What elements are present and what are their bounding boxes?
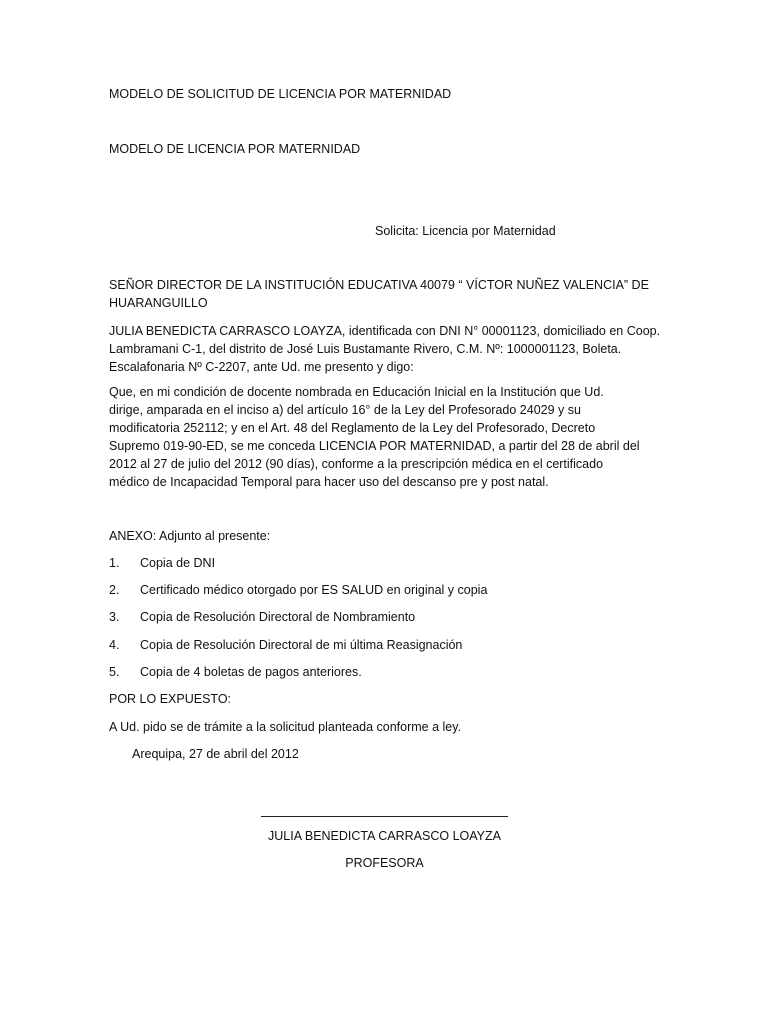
intro-paragraph [109, 322, 669, 376]
addressee-line: SEÑOR DIRECTOR DE LA INSTITUCIÓN EDUCATIVA 40079 “ VÍCTOR NUÑEZ VALENCIA” DE [109, 278, 649, 292]
document-subtitle: MODELO DE LICENCIA POR MATERNIDAD [109, 142, 361, 156]
signature-name: JULIA BENEDICTA CARRASCO LOAYZA [268, 829, 501, 843]
list-item-number: 5. [109, 665, 120, 679]
place-date: Arequipa, 27 de abril del 2012 [132, 747, 299, 761]
list-item: Copia de 4 boletas de pagos anteriores. [140, 665, 362, 679]
body-line: modificatoria 252112; y en el Art. 48 del Reglamento de la Ley del Profesorado, Decreto [109, 421, 596, 435]
list-item: Copia de Resolución Directoral de Nombramiento [140, 610, 416, 624]
body-line: 2012 al 27 de julio del 2012 (90 días), conforme a la prescripción médica en el certificado [109, 457, 604, 471]
body-line: Supremo 019-90-ED, se me conceda LICENCIA POR MATERNIDAD, a partir del 28 de abril del [109, 439, 640, 453]
intro-line: JULIA BENEDICTA CARRASCO LOAYZA, identificada con DNI N° 00001123, domiciliado en Coop. [109, 324, 661, 338]
list-item-number: 3. [109, 610, 120, 624]
por-lo-expuesto: POR LO EXPUESTO: [109, 692, 232, 706]
list-item: Copia de DNI [140, 556, 216, 570]
intro-line: Lambramani C-1, del distrito de José Luis Bustamante Rivero, C.M. Nº: 1000001123, Boleta. [109, 342, 622, 356]
intro-line: Escalafonaria Nº C-2207, ante Ud. me presento y digo: [109, 360, 414, 374]
annex-title: ANEXO: Adjunto al presente: [109, 529, 271, 543]
body-line: médico de Incapacidad Temporal para hacer uso del descanso pre y post natal. [109, 475, 549, 489]
signature-line [261, 816, 508, 817]
document-title: MODELO DE SOLICITUD DE LICENCIA POR MATERNIDAD [109, 87, 452, 101]
body-line: dirige, amparada en el inciso a) del artículo 16° de la Ley del Profesorado 24029 y su [109, 403, 581, 417]
list-item: Copia de Resolución Directoral de mi última Reasignación [140, 638, 463, 652]
list-item-number: 4. [109, 638, 120, 652]
list-item-number: 2. [109, 583, 120, 597]
request-line: A Ud. pido se de trámite a la solicitud planteada conforme a ley. [109, 720, 462, 734]
list-item-number: 1. [109, 556, 120, 570]
solicita-line: Solicita: Licencia por Maternidad [375, 224, 556, 238]
addressee-line: HUARANGUILLO [109, 296, 208, 310]
signature-role: PROFESORA [345, 856, 424, 870]
list-item: Certificado médico otorgado por ES SALUD en original y copia [140, 583, 488, 597]
body-line: Que, en mi condición de docente nombrada en Educación Inicial en la Institución que Ud. [109, 385, 604, 399]
addressee-block [109, 276, 669, 312]
body-paragraph [109, 383, 669, 491]
